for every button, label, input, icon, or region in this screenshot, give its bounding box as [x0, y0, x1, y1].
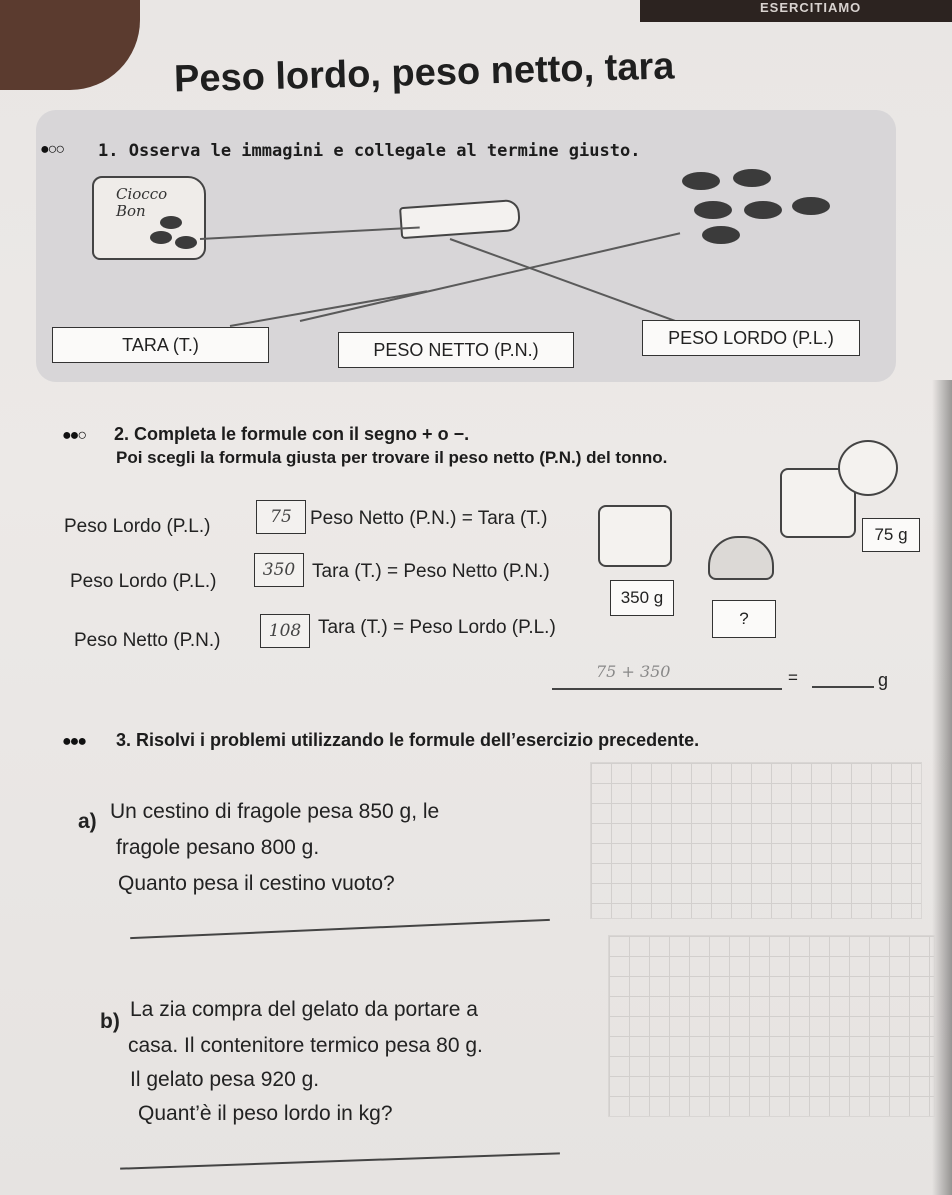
loose-chocolate-icon — [792, 197, 830, 215]
finger-shadow — [0, 0, 140, 90]
formula-2-right: Tara (T.) = Peso Netto (P.N.) — [312, 561, 550, 582]
problem-b-line3: Il gelato pesa 920 g. — [130, 1068, 320, 1091]
problem-a-line1: Un cestino di fragole pesa 850 g, le — [110, 800, 440, 823]
loose-chocolate-icon — [744, 201, 782, 219]
formula-3-sign-box[interactable]: 108 — [260, 614, 310, 648]
page-edge-shadow — [932, 380, 952, 1195]
loose-chocolate-icon — [694, 201, 732, 219]
tuna-block-image — [708, 536, 774, 580]
formula-1-sign-box[interactable]: 75 — [256, 500, 306, 534]
formula-1-left: Peso Lordo (P.L.) — [64, 516, 211, 537]
difficulty-dots-2: ●●○ — [62, 427, 85, 444]
formula-3-left: Peso Netto (P.N.) — [74, 630, 221, 651]
problem-b-line1: La zia compra del gelato da portare a — [130, 998, 478, 1021]
problem-b-answer-line[interactable] — [120, 1152, 560, 1169]
problem-a-grid[interactable] — [590, 762, 922, 919]
bag-chocolate-icon — [160, 216, 182, 229]
difficulty-dots-3: ●●● — [62, 733, 85, 750]
answer-line-formula[interactable] — [552, 688, 782, 690]
header-strip: ESERCITIAMO — [760, 0, 862, 15]
tuna-can-closed-image — [598, 505, 672, 567]
loose-chocolate-icon — [702, 226, 740, 244]
formula-2-left: Peso Lordo (P.L.) — [70, 571, 217, 592]
exercise-2-heading: 2. Completa le formule con il segno + o −. — [114, 424, 470, 444]
exercise-1-instruction: 1. Osserva le immagini e collegale al termine giusto. — [98, 141, 641, 161]
tuna-can-lid-image — [838, 440, 898, 496]
page-title: Peso lordo, peso netto, tara — [173, 45, 675, 101]
formula-2-sign-box[interactable]: 350 — [254, 553, 304, 587]
problem-b-letter: b) — [100, 1010, 120, 1033]
term-peso-netto[interactable]: PESO NETTO (P.N.) — [338, 332, 574, 368]
exercise-2-subheading: Poi scegli la formula giusta per trovare il peso netto (P.N.) del tonno. — [116, 448, 668, 467]
problem-a-answer-line[interactable] — [130, 919, 550, 939]
term-tara[interactable]: TARA (T.) — [52, 327, 269, 363]
problem-a-line2: fragole pesano 800 g. — [116, 836, 320, 859]
equals-sign: = — [788, 668, 798, 687]
formula-1-right: Peso Netto (P.N.) = Tara (T.) — [310, 508, 548, 529]
bag-label — [116, 186, 167, 220]
problem-a-question: Quanto pesa il cestino vuoto? — [118, 872, 395, 895]
exercise-3-heading: 3. Risolvi i problemi utilizzando le formule dell’esercizio precedente. — [116, 730, 700, 750]
loose-chocolate-icon — [733, 169, 771, 187]
loose-chocolate-icon — [682, 172, 720, 190]
problem-a-letter: a) — [78, 810, 97, 833]
problem-b-line2: casa. Il contenitore termico pesa 80 g. — [128, 1034, 483, 1057]
answer-line-result[interactable] — [812, 686, 874, 688]
formula-3-right: Tara (T.) = Peso Lordo (P.L.) — [318, 617, 556, 638]
problem-b-question: Quant’è il peso lordo in kg? — [138, 1102, 393, 1125]
unit-label: g — [878, 670, 889, 690]
term-peso-lordo[interactable]: PESO LORDO (P.L.) — [642, 320, 860, 356]
bag-label-line2: Bon — [116, 202, 146, 220]
open-can-weight-label: 75 g — [862, 518, 920, 552]
bag-chocolate-icon — [150, 231, 172, 244]
problem-b-grid[interactable] — [608, 935, 935, 1117]
full-can-weight-label: 350 g — [610, 580, 674, 616]
unknown-weight-label: ? — [712, 600, 776, 638]
bag-label-line1: Ciocco — [116, 185, 168, 203]
answer-work-text: 75 + 350 — [596, 662, 671, 681]
difficulty-dots-1: ●○○ — [40, 141, 63, 158]
bag-chocolate-icon — [175, 236, 197, 249]
